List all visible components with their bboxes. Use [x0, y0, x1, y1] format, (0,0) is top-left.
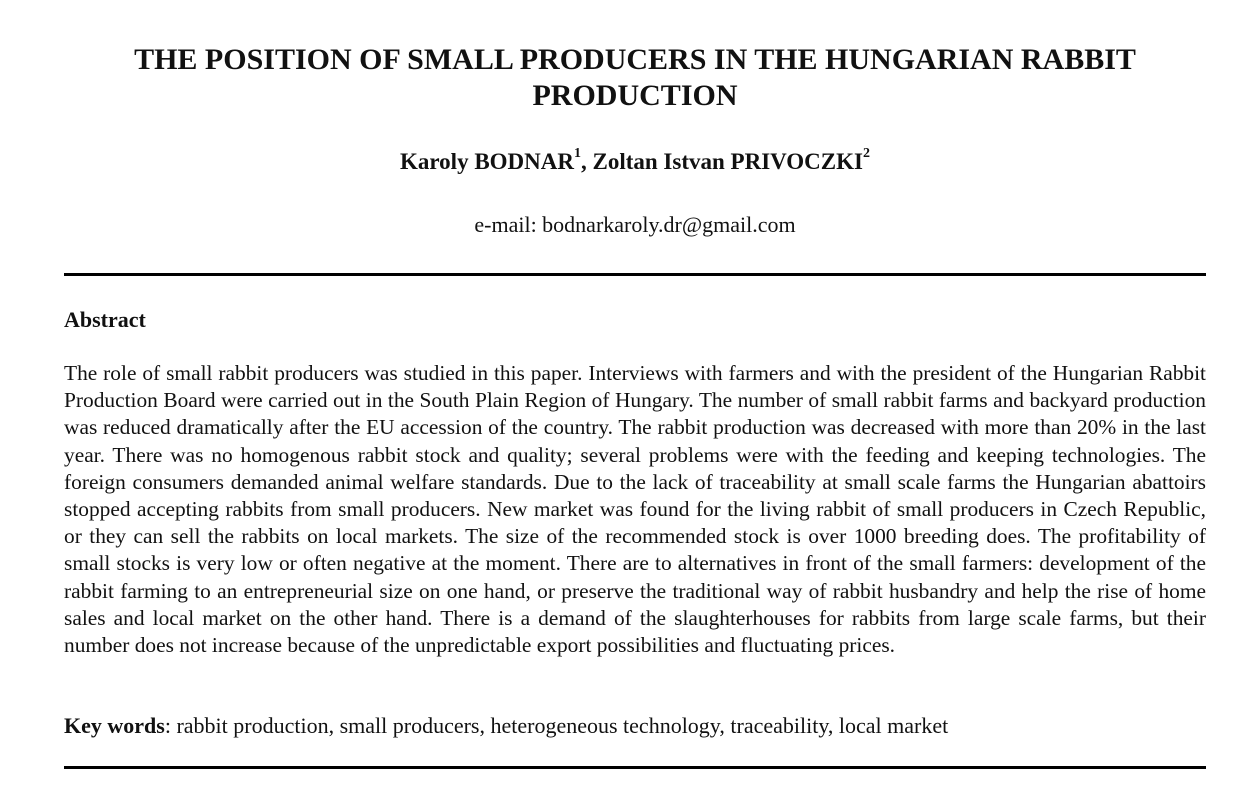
author-name: Karoly BODNAR — [400, 149, 574, 174]
paper-title: THE POSITION OF SMALL PRODUCERS IN THE HUNGARIAN RABBIT PRODUCTION — [134, 43, 1136, 112]
affiliation-mark: 1 — [574, 146, 581, 162]
keywords-line — [64, 712, 1206, 740]
keywords-label: Key words — [64, 713, 165, 738]
top-divider — [64, 273, 1206, 276]
abstract-text: The role of small rabbit producers was studied in this paper. Interviews with farmers and with the president of the Hungarian Rabbit Production Board were carried out in the South Plain Region of Hungary. The number of small rabbit farms and backyard production was reduced dramatically after the EU accession of the country. The rabbit production was decreased with more than 20% in the last year. There was no homogenous rabbit stock and quality; several problems were with the feeding and keeping technologies. The foreign consumers demanded animal welfare standards. Due to the lack of traceability at small scale farms the Hungarian abattoirs stopped accepting rabbits from small producers. New market was found for the living rabbit of small producers in Czech Republic, or they can sell the rabbits on local markets. The size of the recommended stock is over 1000 breeding does. The profitability of small stocks is very low or often negative at the moment. There are to alternatives in front of the small farmers: development of the rabbit farming to an entrepreneurial size on one hand, or preserve the traditional way of rabbit husbandry and help the rise of home sales and local market on the other hand. There is a demand of the slaughterhouses for rabbits from large scale farms, but their number does not increase because of the unpredictable export possibilities and fluctuating prices. — [64, 361, 1206, 658]
abstract-heading: Abstract — [64, 307, 146, 332]
keywords-text: rabbit production, small producers, heterogeneous technology, traceability, local market — [176, 713, 949, 738]
author-email: e-mail: bodnarkaroly.dr@gmail.com — [474, 212, 796, 237]
author-line — [60, 147, 1210, 177]
affiliation-mark: 2 — [862, 146, 870, 162]
author-name: Zoltan Istvan PRIVOCZKI — [592, 149, 863, 174]
bottom-divider — [64, 766, 1206, 769]
keywords-separator: : — [164, 713, 177, 738]
author-separator: , — [581, 149, 593, 174]
